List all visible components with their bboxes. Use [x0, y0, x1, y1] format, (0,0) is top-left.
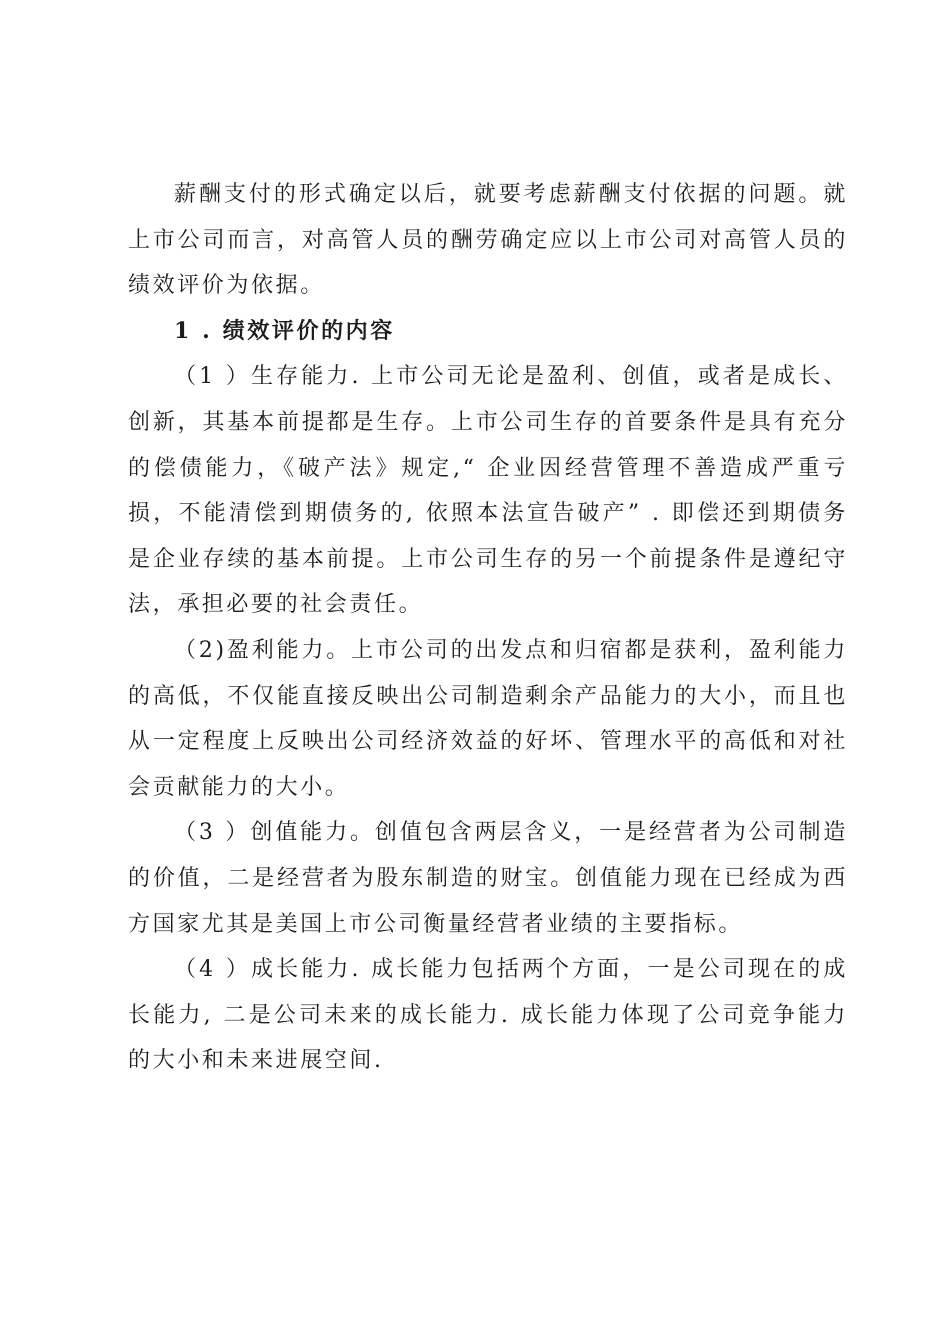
document-body — [128, 172, 848, 1084]
intro-paragraph: 薪酬支付的形式确定以后，就要考虑薪酬支付依据的问题。就上市公司而言，对高管人员的酬劳确定应以上市公司对高管人员的绩效评价为依据。 — [128, 182, 848, 299]
item-survival-ability: （1 ）生存能力. 上市公司无论是盈利、创值，或者是成长、创新，其基本前提都是生存。上市公司生存的首要条件是具有充分的偿债能力，《破产法》规定,“ 企业因经营管理不善造成严重亏损，不能清偿到期债务的, 依照本法宣告破产” . 即偿还到期债务是企业存续的基本前提。上市公司生存的另一个前提条件是遵纪守法，承担必要的社会责任。 — [128, 364, 848, 618]
item-value-creation: （3 ）创值能力。创值包含两层含义，一是经营者为公司制造的价值，二是经营者为股东制造的财宝。创值能力现在已经成为西方国家尤其是美国上市公司衡量经营者业绩的主要指标。 — [128, 820, 848, 937]
section-heading: 1 . 绩效评价的内容 — [174, 317, 395, 344]
item-profitability: （2)盈利能力。上市公司的出发点和归宿都是获利，盈利能力的高低，不仅能直接反映出公司制造剩余产品能力的大小，而且也从一定程度上反映出公司经济效益的好坏、管理水平的高低和对社会贡献能力的大小。 — [128, 637, 848, 800]
item-growth-ability: （4 ）成长能力. 成长能力包括两个方面，一是公司现在的成长能力, 二是公司未来的成长能力. 成长能力体现了公司竞争能力的大小和未来进展空间. — [128, 957, 848, 1074]
